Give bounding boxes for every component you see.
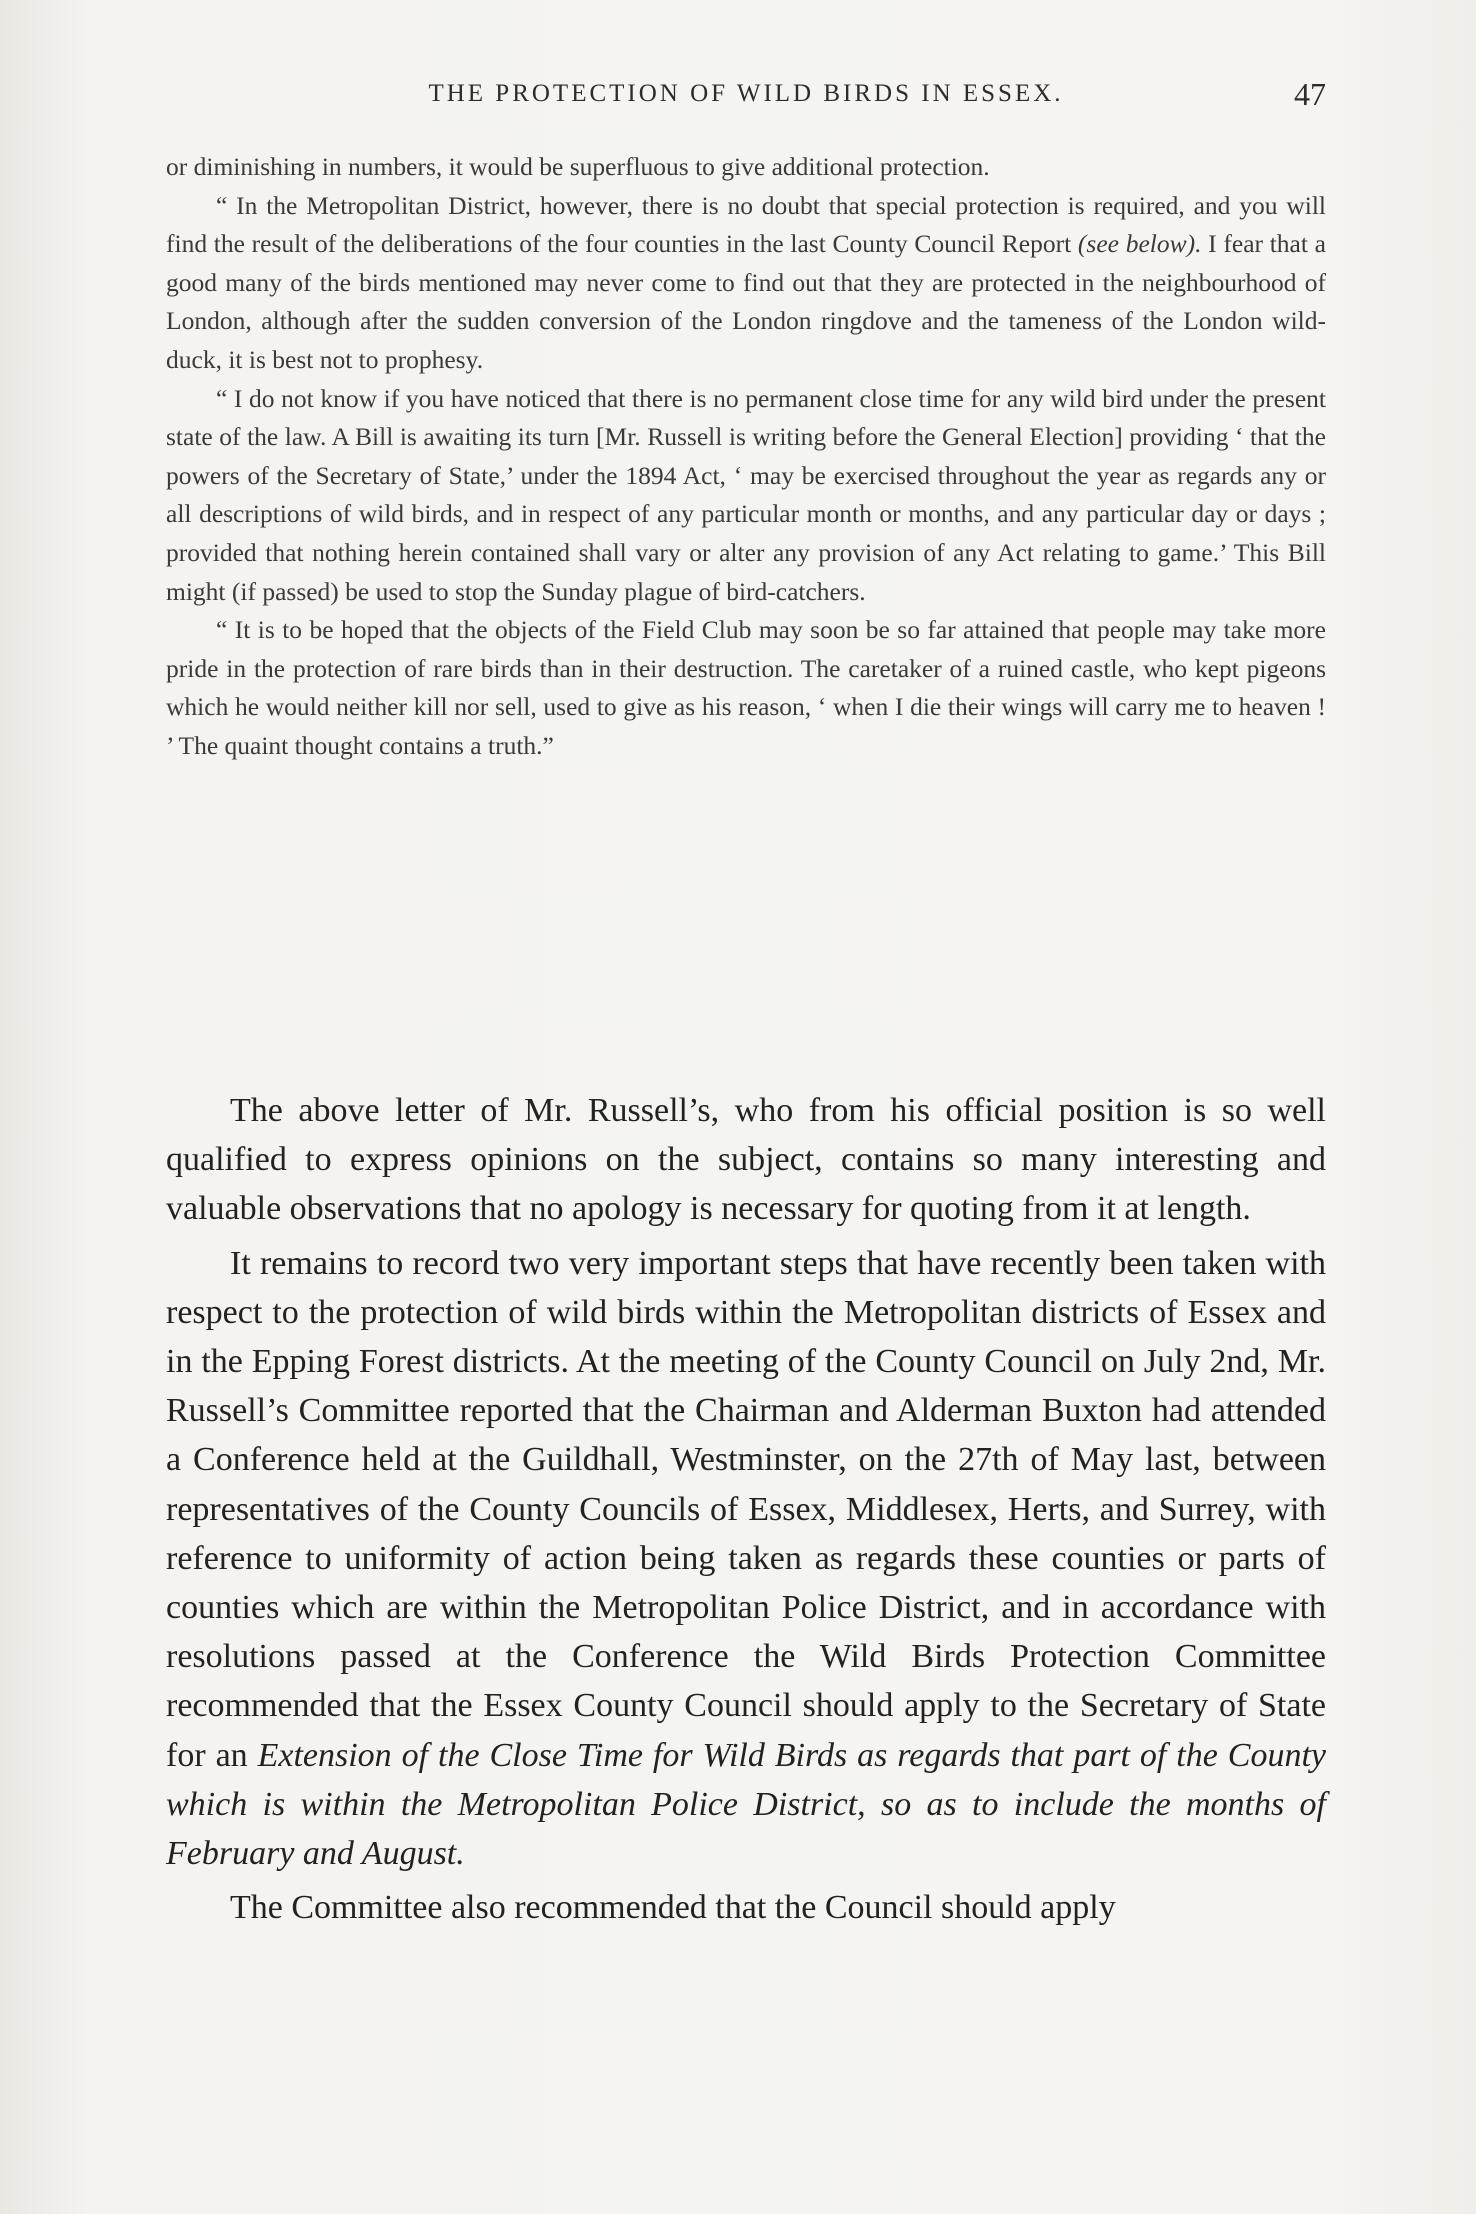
running-title: THE PROTECTION OF WILD BIRDS IN ESSEX. (428, 80, 1064, 107)
body-paragraph-2-text: It remains to record two very important steps that have recently been taken with respect to the protection of wild birds within the Metropolitan districts of Essex and in the Epping Forest districts. At the meeting of the County Council on July 2nd, Mr. Russell’s Committee reported that the Chairman and Alderman Buxton had attended a Conference held at the Guildhall, Westminster, on the 27th of May last, between representatives of the County Councils of Essex, Middlesex, Herts, and Surrey, with reference to uniformity of action being taken as regards these counties or parts of counties which are within the Metropolitan Police District, and in accordance with resolutions passed at the Conference the Wild Birds Protection Committee recommended that the Essex County Council should apply to the Secretary of State for an (166, 1244, 1326, 1774)
letter-paragraph-2 (166, 187, 1326, 380)
body-paragraph-2-italic: Extension of the Close Time for Wild Birds as regards that part of the County which is within the Metropolitan Police District, so as to include the months of February and August. (166, 1736, 1326, 1873)
quoted-letter (166, 148, 1326, 766)
running-head (166, 76, 1326, 116)
letter-paragraph-2-text-b: I fear that a good many of the birds mentioned may never come to find out that they are protected in the neighbourhood of London, although after the sudden conversion of the London ringdove and the tameness of the London wild-duck, it is best not to prophesy. (166, 229, 1326, 374)
body-paragraph-3: The Committee also recommended that the Council should apply (230, 1889, 1116, 1927)
body-paragraph-1: The above letter of Mr. Russell’s, who from his official position is so well qualified to express opinions on the subject, contains so many interesting and valuable observations that no apology is necessary for quoting from it at length. (166, 1092, 1326, 1228)
page-number: 47 (1294, 76, 1326, 112)
letter-paragraph-2-text-a: “ In the Metropolitan District, however, there is no doubt that special protection is required, and you will find the result of the deliberations of the four counties in the last County Council Report (166, 190, 1326, 259)
letter-paragraph-2-italic: (see below). (1077, 229, 1202, 259)
letter-paragraph-4: “ It is to be hoped that the objects of the Field Club may soon be so far attained that people may take more pride in the protection of rare birds than in their destruction. The caretaker of a ruined castle, who kept pigeons which he would neither kill nor sell, used to give as his reason, ‘ when I die their wings will carry me to heaven ! ’ The quaint thought contains a truth.” (166, 615, 1326, 760)
body-paragraph-2 (166, 1239, 1326, 1879)
letter-paragraph-3: “ I do not know if you have noticed that there is no permanent close time for any wild bird under the present state of the law. A Bill is awaiting its turn [Mr. Russell is writing before the General Election] providing ‘ that the powers of the Secretary of State,’ under the 1894 Act, ‘ may be exercised throughout the year as regards any or all descriptions of wild birds, and in respect of any particular month or months, and any particular day or days ; provided that nothing herein contained shall vary or alter any provision of any Act relating to game.’ This Bill might (if passed) be used to stop the Sunday plague of bird-catchers. (166, 383, 1326, 606)
body-text (166, 1086, 1326, 1932)
letter-paragraph-1: or diminishing in numbers, it would be superfluous to give additional protection. (166, 152, 990, 181)
